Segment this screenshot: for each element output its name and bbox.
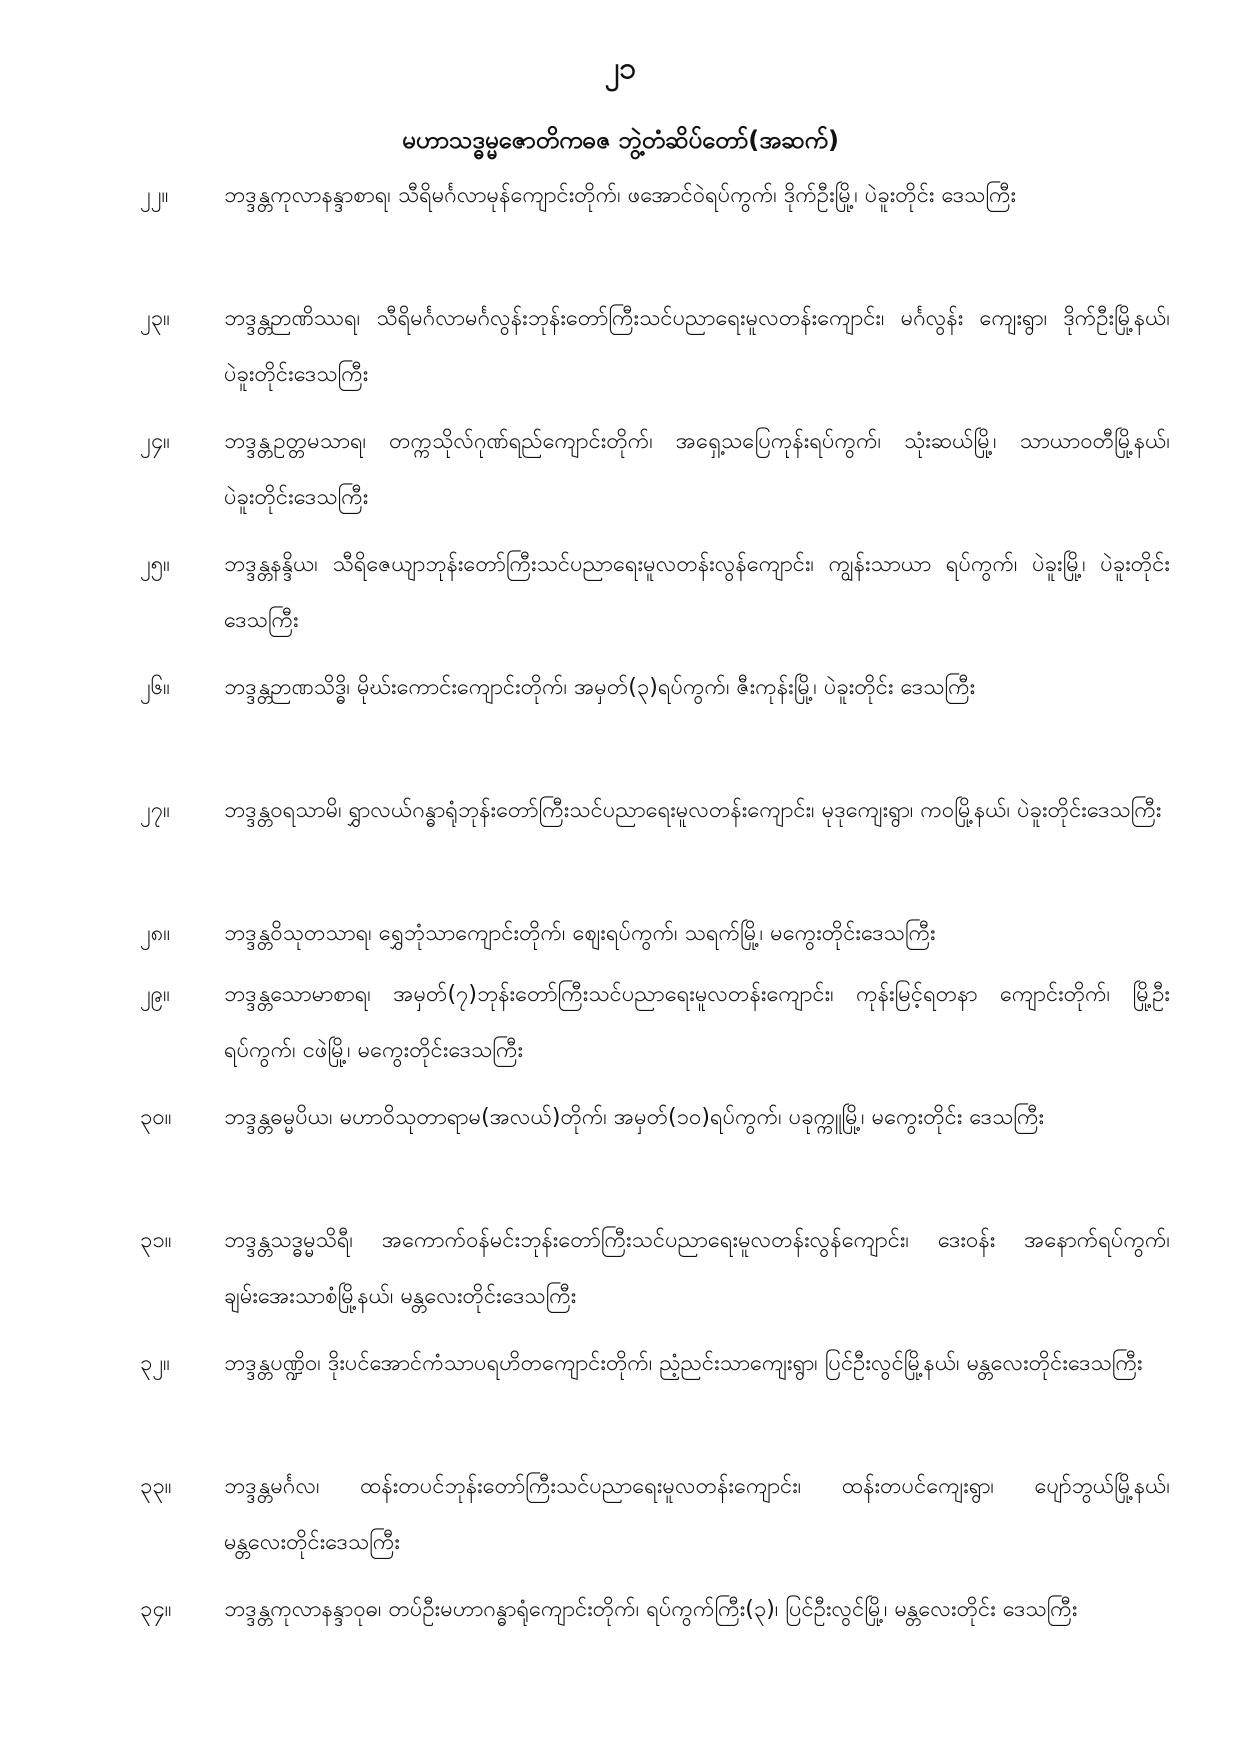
- entry-number: ၂၂။: [140, 183, 169, 208]
- document-title: မဟာသဒ္ဓမ္မဇောတိကဓဇ ဘွဲ့တံဆိပ်တော်(အဆက်): [402, 126, 839, 154]
- entry-text: ဘဒ္ဒန္တသောမာစာရ၊ အမှတ်(၇)ဘုန်းတော်ကြီးသင်ပညာရေးမူလတန်းကျောင်း၊ ကုန်းမြင့်ရတနာ ကျောင်းတိုက်၊ မြို့ဦးရပ်ကွက်၊ ငဖဲမြို့၊ မကွေးတိုင်းဒေသကြီး: [224, 982, 1170, 1063]
- entry-number: ၃၃။: [140, 1474, 172, 1499]
- entry-number: ၂၉။: [140, 982, 170, 1007]
- entry-text: ဘဒ္ဒန္တကုလာနန္ဒာစာရ၊ သီရိမင်္ဂလာမုန်ကျောင်းတိုက်၊ ဖအောင်ဝဲရပ်ကွက်၊ ဒိုက်ဦးမြို့၊ ပဲခူးတိုင်း ဒေသကြီး: [224, 183, 1017, 208]
- entry-number: ၂၅။: [140, 552, 170, 577]
- list-item: [140, 660, 1170, 783]
- entry-text: ဘဒ္ဒန္တနန္ဒိယ၊ သီရိဇေယျာဘုန်းတော်ကြီးသင်ပညာရေးမူလတန်းလွန်ကျောင်း၊ ကျွန်းသာယာ ရပ်ကွက်၊ ပဲခူးမြို့၊ ပဲခူးတိုင်းဒေသကြီး: [224, 552, 1170, 633]
- entry-text: ဘဒ္ဒန္တဝိသုတသာရ၊ ရွှေဘုံသာကျောင်းတိုက်၊ စျေးရပ်ကွက်၊ သရက်မြို့၊ မကွေးတိုင်းဒေသကြီး: [224, 921, 936, 946]
- list-item: [140, 414, 1170, 537]
- entry-number: ၃၁။: [140, 1228, 172, 1253]
- entry-number: ၂၇။: [140, 798, 170, 823]
- entry-text: ဘဒ္ဒန္တဉာဏသိဒ္ဓိ၊ မိုဃ်းကောင်းကျောင်းတိုက်၊ အမှတ်(၃)ရပ်ကွက်၊ ဇီးကုန်းမြို့၊ ပဲခူးတိုင်း ဒေသကြီး: [224, 675, 976, 700]
- entry-text: ဘဒ္ဒန္တဥတ္တမသာရ၊ တက္ကသိုလ်ဂုဏ်ရည်ကျောင်းတိုက်၊ အရှေ့သပြေကုန်းရပ်ကွက်၊ သုံးဆယ်မြို့၊ သာယာဝတီမြို့နယ်၊ ပဲခူးတိုင်းဒေသကြီး: [224, 429, 1170, 510]
- entry-text: ဘဒ္ဒန္တမင်္ဂလ၊ ထန်းတပင်ဘုန်းတော်ကြီးသင်ပညာရေးမူလတန်းကျောင်း၊ ထန်းတပင်ကျေးရွာ၊ ပျော်ဘွယ်မြို့နယ်၊ မန္တလေးတိုင်းဒေသကြီး: [224, 1474, 1170, 1555]
- list-item: [140, 1213, 1170, 1336]
- list-item: [140, 967, 1170, 1090]
- list-item: [140, 1459, 1170, 1582]
- entry-number: ၂၈။: [140, 921, 171, 946]
- entry-number: ၂၆။: [140, 675, 170, 700]
- entry-text: ဘဒ္ဒန္တသဒ္ဓမ္မသိရီ၊ အကောက်ဝန်မင်းဘုန်းတော်ကြီးသင်ပညာရေးမူလတန်းလွန်ကျောင်း၊ ဒေးဝန်း အနောက်ရပ်ကွက်၊ ချမ်းအေးသာစံမြို့နယ်၊ မန္တလေးတိုင်းဒေသကြီး: [224, 1228, 1170, 1309]
- entry-number: ၃၀။: [140, 1105, 172, 1130]
- entry-number: ၃၄။: [140, 1597, 172, 1622]
- list-item: [140, 1336, 1170, 1459]
- entry-text: ဘဒ္ဒန္တဓမ္မပိယ၊ မဟာဝိသုတာရာမ(အလယ်)တိုက်၊ အမှတ်(၁၀)ရပ်ကွက်၊ ပခုက္ကူမြို့၊ မကွေးတိုင်း ဒေသကြီး: [224, 1105, 1045, 1130]
- list-item: [140, 168, 1170, 291]
- list-item: [140, 1582, 1170, 1705]
- entry-number: ၂၄။: [140, 429, 170, 454]
- list-item: [140, 906, 1170, 967]
- page-number: ၂၁: [604, 51, 637, 86]
- entry-text: ဘဒ္ဒန္တကုလာနန္ဒာဝုဓ၊ တပ်ဦးမဟာဂန္ဓာရုံကျောင်းတိုက်၊ ရပ်ကွက်ကြီး(၃)၊ ပြင်ဦးလွင်မြို့၊ မန္တလေးတိုင်း ဒေသကြီး: [224, 1597, 1078, 1622]
- list-item: [140, 1090, 1170, 1213]
- entry-number: ၂၃။: [140, 306, 170, 331]
- list-item: [140, 783, 1170, 906]
- entry-text: ဘဒ္ဒန္တဉာဏိဿရ၊ သီရိမင်္ဂလာမင်္ဂလွန်းဘုန်းတော်ကြီးသင်ပညာရေးမူလတန်းကျောင်း၊ မင်္ဂလွန်း ကျေးရွာ၊ ဒိုက်ဦးမြို့နယ်၊ ပဲခူးတိုင်းဒေသကြီး: [224, 306, 1170, 387]
- entry-text: ဘဒ္ဒန္တဝရသာမိ၊ ရွှာလယ်ဂန္ဓာရုံဘုန်းတော်ကြီးသင်ပညာရေးမူလတန်းကျောင်း၊ မုဒုကျေးရွာ၊ ကဝမြို့နယ်၊ ပဲခူးတိုင်းဒေသကြီး: [224, 798, 1162, 823]
- entry-text: ဘဒ္ဒန္တပဏ္ဍိဝ၊ ဒိုးပင်အောင်ကံသာပရဟိတကျောင်းတိုက်၊ ညံ့ညင်းသာကျေးရွာ၊ ပြင်ဦးလွင်မြို့နယ်၊ မန္တလေးတိုင်းဒေသကြီး: [224, 1351, 1143, 1376]
- list-item: [140, 537, 1170, 660]
- award-recipient-list: [140, 168, 1170, 1705]
- entry-number: ၃၂။: [140, 1351, 170, 1376]
- list-item: [140, 291, 1170, 414]
